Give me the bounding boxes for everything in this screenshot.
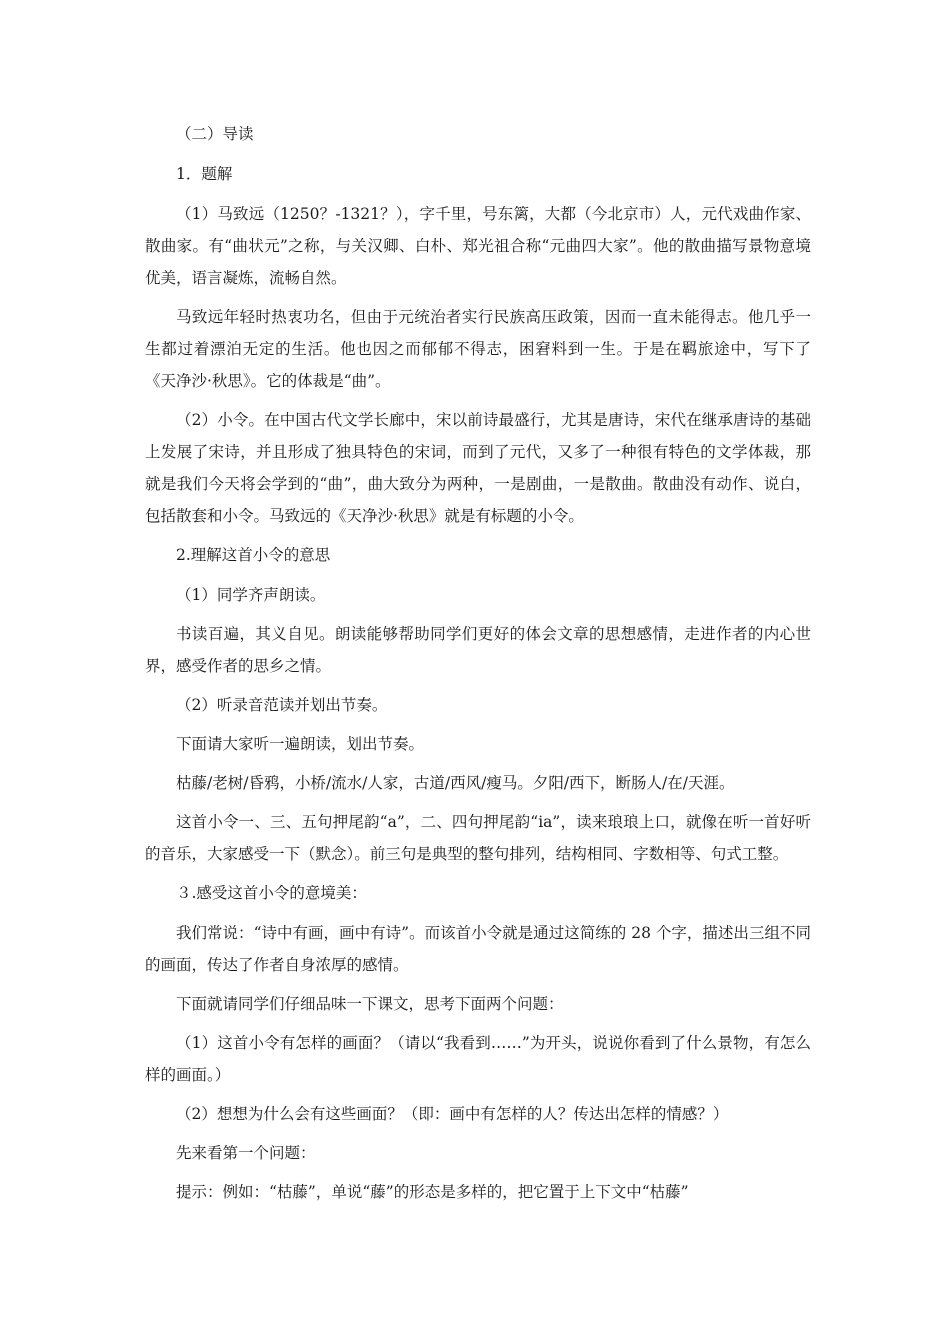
paragraph-xiaoling: （2）小令。在中国古代文学长廊中，宋以前诗最盛行，尤其是唐诗，宋代在继承唐诗的基础上发展了宋诗，并且形成了独具特色的宋词，而到了元代，又多了一种很有特色的文学体裁，那就是我们今天将会学到的“曲”，曲大致分为两种，一是剧曲，一是散曲。散曲没有动作、说白，包括散套和小令。马致远的《天净沙·秋思》就是有标题的小令。 — [145, 411, 811, 525]
paragraph-listen-instruction: 下面请大家听一遍朗读，划出节奏。 — [176, 735, 425, 753]
section-heading-guided-reading: （二）导读 — [176, 125, 254, 143]
paragraph-first-question: 先来看第一个问题： — [176, 1144, 316, 1162]
subheading-title-explanation: 1．题解 — [176, 165, 233, 183]
paragraph-rhyme-analysis: 这首小令一、三、五句押尾韵“a”，二、四句押尾韵“ia”，读来琅琅上口，就像在听一首好听的音乐，大家感受一下（默念）。前三句是典型的整句排列，结构相同、字数相等、句式工整。 — [145, 813, 811, 863]
paragraph-question-two: （2）想想为什么会有这些画面？（即：画中有怎样的人？传达出怎样的情感？） — [176, 1105, 729, 1123]
paragraph-poem-rhythm: 枯藤/老树/昏鸦，小桥/流水/人家，古道/西风/瘦马。夕阳/西下，断肠人/在/天涯。 — [176, 774, 735, 792]
paragraph-author-intro: （1）马致远（1250？-1321？），字千里，号东篱，大都（今北京市）人，元代戏曲作家、散曲家。有“曲状元”之称，与关汉卿、白朴、郑光祖合称“元曲四大家”。他的散曲描写景物意境优美，语言凝炼，流畅自然。 — [145, 205, 811, 287]
paragraph-reading-benefit: 书读百遍，其义自见。朗读能够帮助同学们更好的体会文章的思想感情，走进作者的内心世界，感受作者的思乡之情。 — [145, 625, 811, 675]
paragraph-poetry-painting: 我们常说：“诗中有画，画中有诗”。而该首小令就是通过这简练的 28 个字，描述出三组不同的画面，传达了作者自身浓厚的感情。 — [145, 924, 811, 974]
paragraph-question-one: （1）这首小令有怎样的画面？（请以“我看到……”为开头，说说你看到了什么景物，有怎么样的画面。） — [145, 1034, 811, 1084]
paragraph-listen-recording: （2）听录音范读并划出节奏。 — [176, 696, 388, 714]
paragraph-hint: 提示：例如：“枯藤”，单说“藤”的形态是多样的，把它置于上下文中“枯藤” — [176, 1183, 689, 1201]
paragraph-author-life: 马致远年轻时热衷功名，但由于元统治者实行民族高压政策，因而一直未能得志。他几乎一生都过着漂泊无定的生活。他也因之而郁郁不得志，困窘料到一生。于是在羁旅途中，写下了《天净沙·秋思》。它的体裁是“曲”。 — [145, 308, 811, 390]
paragraph-read-aloud: （1）同学齐声朗读。 — [176, 586, 326, 604]
subheading-understand-meaning: 2.理解这首小令的意思 — [176, 546, 331, 564]
subheading-artistic-conception: ３.感受这首小令的意境美： — [176, 884, 367, 902]
document-body — [145, 118, 811, 1215]
paragraph-two-questions: 下面就请同学们仔细品味一下课文，思考下面两个问题： — [176, 995, 564, 1013]
